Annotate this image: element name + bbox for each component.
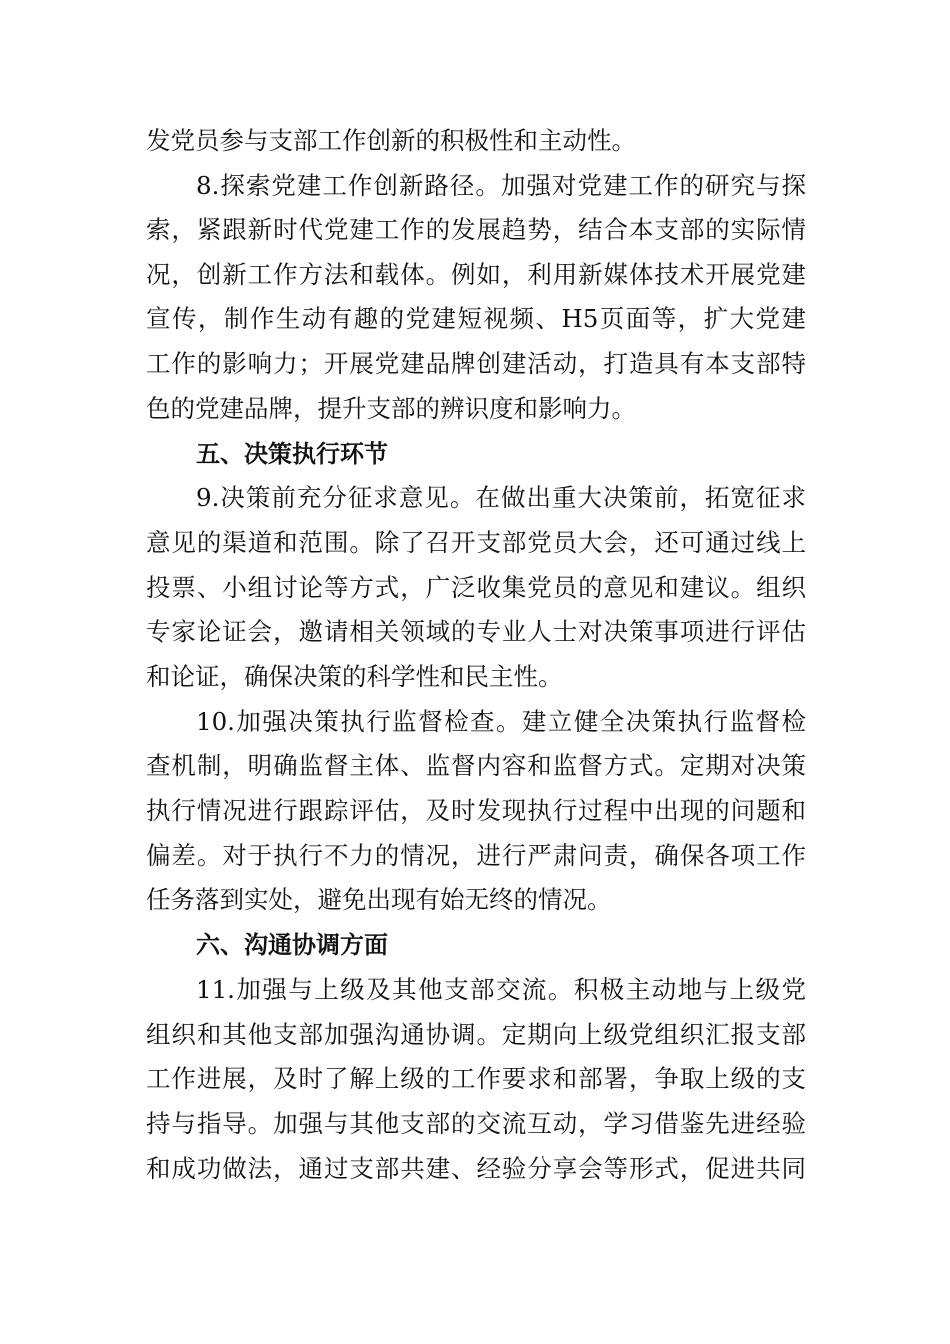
text-line: 偏差。对于执行不力的情况，进行严肃问责，确保各项工作 — [146, 841, 806, 870]
section-heading-6: 六、沟通协调方面 — [196, 931, 388, 959]
paragraph-8-start: 8.探索党建工作创新路径。加强对党建工作的研究与探 — [196, 171, 806, 200]
text-line: 索，紧跟新时代党建工作的发展趋势，结合本支部的实际情 — [146, 215, 806, 244]
text-line: 况，创新工作方法和载体。例如，利用新媒体技术开展党建 — [146, 260, 806, 289]
text-line: 发党员参与支部工作创新的积极性和主动性。 — [146, 126, 636, 155]
text-line: 色的党建品牌，提升支部的辨识度和影响力。 — [146, 394, 636, 423]
text-line: 工作进展，及时了解上级的工作要求和部署，争取上级的支 — [146, 1064, 806, 1093]
text-line: 组织和其他支部加强沟通协调。定期向上级党组织汇报支部 — [146, 1020, 806, 1049]
text-line: 和论证，确保决策的科学性和民主性。 — [146, 662, 563, 691]
text-line: 执行情况进行跟踪评估，及时发现执行过程中出现的问题和 — [146, 796, 806, 825]
section-heading-5: 五、决策执行环节 — [196, 440, 388, 468]
text-line: 持与指导。加强与其他支部的交流互动，学习借鉴先进经验 — [146, 1109, 806, 1138]
text-line: 查机制，明确监督主体、监督内容和监督方式。定期对决策 — [146, 751, 806, 780]
paragraph-9-start: 9.决策前充分征求意见。在做出重大决策前，拓宽征求 — [196, 483, 806, 512]
text-line: 和成功做法，通过支部共建、经验分享会等形式，促进共同 — [146, 1154, 806, 1183]
text-line: 任务落到实处，避免出现有始无终的情况。 — [146, 885, 612, 914]
text-line: 宣传，制作生动有趣的党建短视频、H5页面等，扩大党建 — [146, 304, 806, 333]
paragraph-10-start: 10.加强决策执行监督检查。建立健全决策执行监督检 — [196, 707, 806, 736]
text-line: 专家论证会，邀请相关领域的专业人士对决策事项进行评估 — [146, 617, 806, 646]
text-line: 工作的影响力；开展党建品牌创建活动，打造具有本支部特 — [146, 349, 806, 378]
text-line: 投票、小组讨论等方式，广泛收集党员的意见和建议。组织 — [146, 573, 806, 602]
text-line: 意见的渠道和范围。除了召开支部党员大会，还可通过线上 — [146, 528, 806, 557]
paragraph-11-start: 11.加强与上级及其他支部交流。积极主动地与上级党 — [196, 975, 806, 1004]
